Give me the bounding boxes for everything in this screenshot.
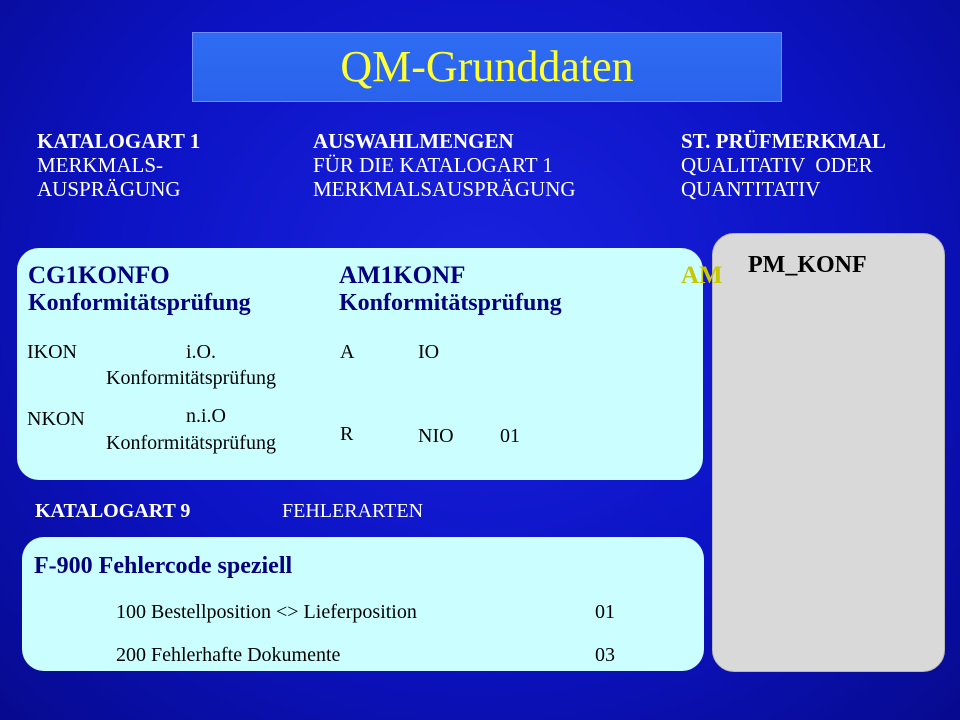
code-nkon-text-long: Konformitätsprüfung — [106, 432, 276, 454]
header-col3-line2: QUALITATIV ODER — [681, 153, 873, 177]
defect-code-class: 01 — [595, 601, 615, 623]
catalog9-type: KATALOGART 9 — [35, 500, 191, 522]
header-col-selected-sets — [313, 129, 576, 201]
catalog9-name: FEHLERARTEN — [282, 500, 424, 522]
set-code-a: A — [340, 341, 355, 363]
code-ikon-text-short: i.O. — [186, 341, 216, 363]
header-col3-line1: ST. PRÜFMERKMAL — [681, 129, 886, 153]
header-col1-line1: KATALOGART 1 — [37, 129, 201, 153]
code-group-name: CG1KONFO — [28, 262, 170, 289]
header-col3-line3: QUANTITATIV — [681, 177, 821, 201]
characteristic-name: PM_KONF — [748, 252, 867, 278]
defect-class-nio: 01 — [500, 425, 520, 447]
valuation-io: IO — [418, 341, 440, 363]
characteristic-panel — [712, 233, 945, 672]
code-ikon: IKON — [27, 341, 77, 363]
defect-code-row: 200 Fehlerhafte Dokumente — [116, 644, 341, 666]
page-title: QM-Grunddaten — [340, 42, 634, 91]
selected-set-description: Konformitätsprüfung — [339, 290, 562, 316]
header-col1-line2: MERKMALS- — [37, 153, 164, 177]
valuation-nio: NIO — [418, 425, 454, 447]
header-col2-line1: AUSWAHLMENGEN — [313, 129, 514, 153]
title-banner — [192, 32, 782, 102]
defect-code-row: 100 Bestellposition <> Lieferposition — [116, 601, 417, 623]
catalog9-label — [35, 500, 190, 522]
am-label: AM — [681, 262, 723, 289]
defect-code-heading: F-900 Fehlercode speziell — [34, 553, 293, 579]
set-code-r: R — [340, 423, 354, 445]
header-col2-line3: MERKMALSAUSPRÄGUNG — [313, 177, 576, 201]
header-col2-line2: FÜR DIE KATALOGART 1 — [313, 153, 553, 177]
selected-set-name: AM1KONF — [339, 262, 466, 289]
header-col1-line3: AUSPRÄGUNG — [37, 177, 181, 201]
code-nkon-text-short: n.i.O — [186, 405, 226, 427]
code-nkon: NKON — [27, 408, 85, 430]
code-group-description: Konformitätsprüfung — [28, 290, 251, 316]
header-col-catalog-type — [37, 129, 200, 201]
defect-code-class: 03 — [595, 644, 615, 666]
code-ikon-text-long: Konformitätsprüfung — [106, 367, 276, 389]
header-col-inspection-characteristic — [681, 129, 886, 201]
